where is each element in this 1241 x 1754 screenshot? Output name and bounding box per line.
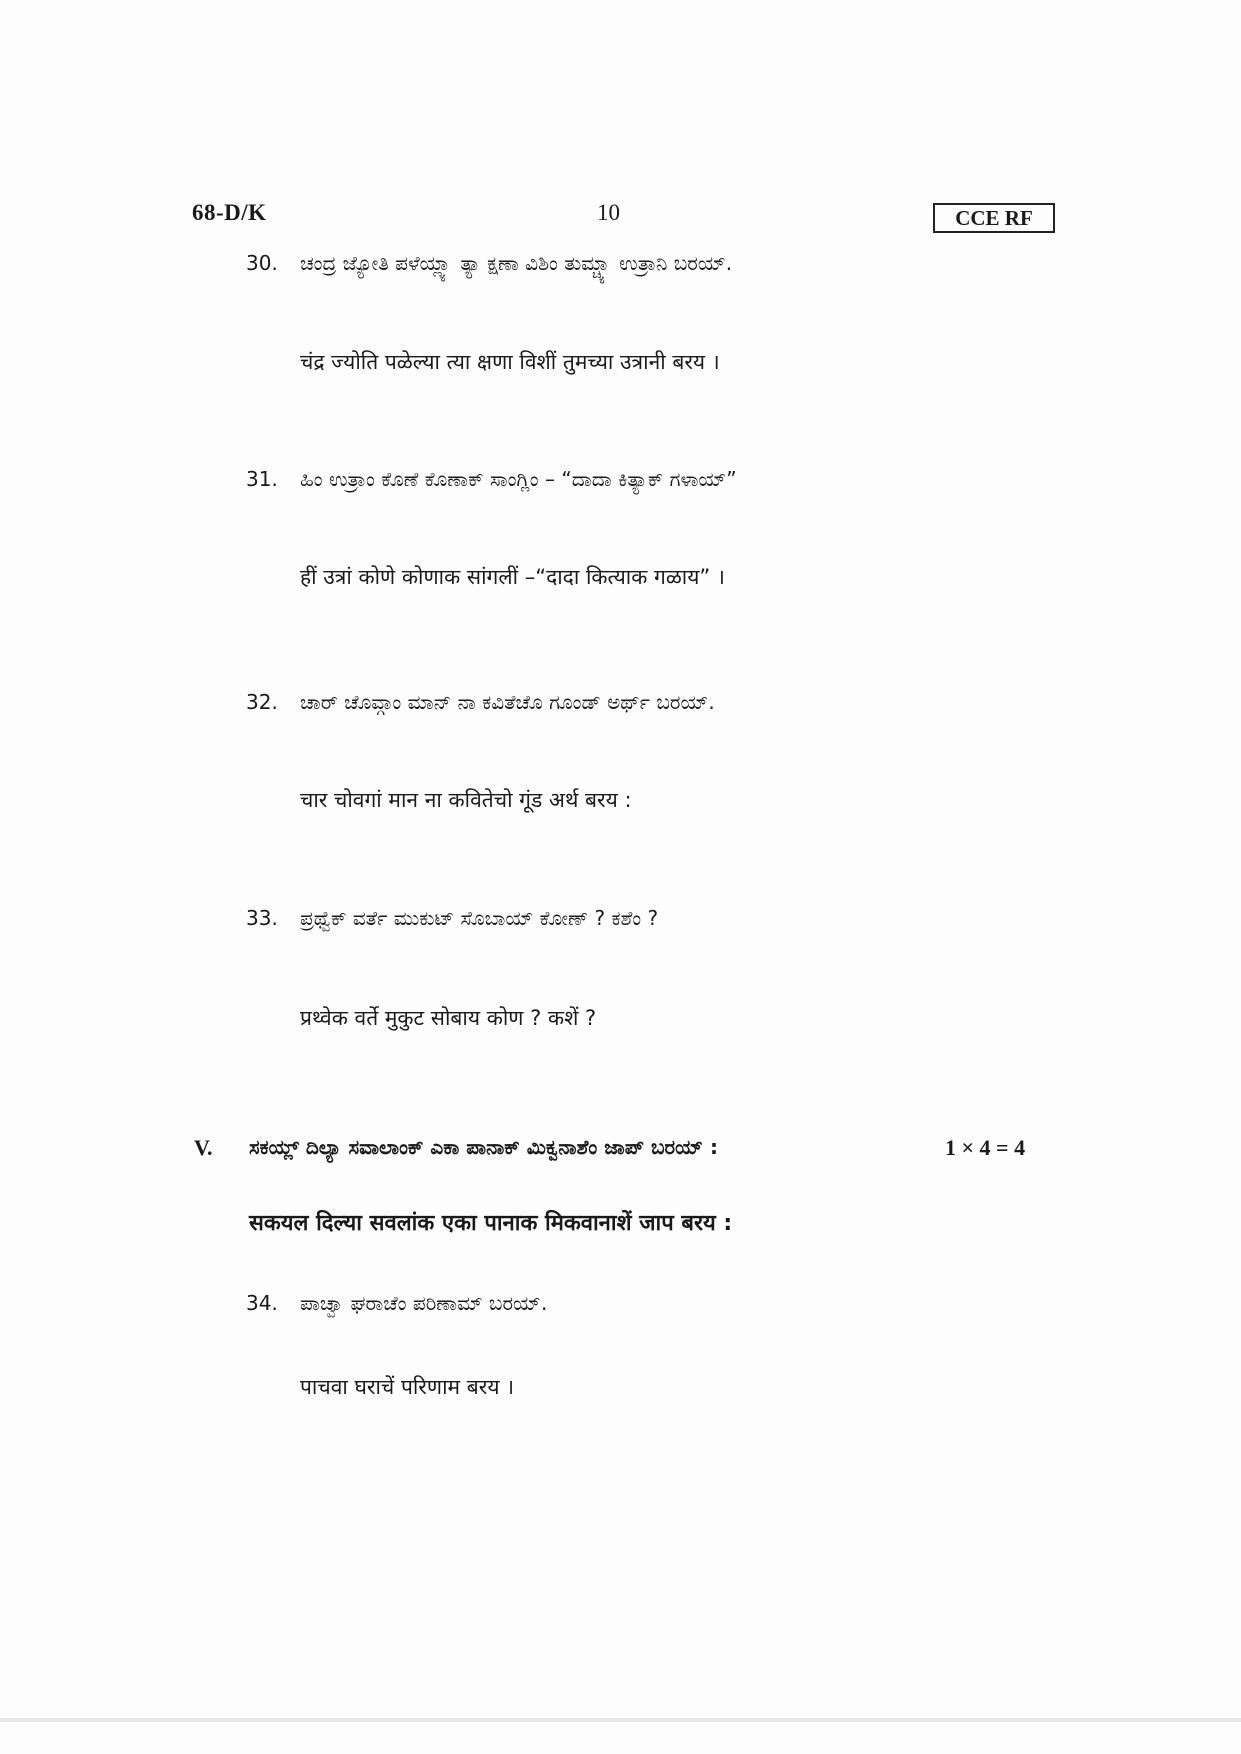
question-kannada: ಚಂದ್ರ ಜ್ಯೋತಿ ಪಳೆಯ್ಲ್ಯಾ ತ್ಯಾ ಕ್ಷಣಾ ವಿಶಿಂ ತುಮ್ಚ್ಯಾ ಉತ್ರಾನಿ ಬರಯ್. (300, 251, 733, 275)
section-number: V. (194, 1135, 213, 1160)
question-devanagari: हीं उत्रां कोणे कोणाक सांगलीं –“दादा कित्याक गळाय” । (300, 565, 725, 589)
question-kannada: ಪ್ರಥ್ವೆಕ್ ವರ್ತೆ ಮುಕುಟ್ ಸೊಬಾಯ್ ಕೋಣ್ ? ಕಶೆಂ ? (300, 906, 659, 930)
question-number: 30. (246, 251, 278, 275)
section-instruction-kannada: ಸಕಯ್ಲ್ ದಿಲ್ಯಾ ಸವಾಲಾಂಕ್ ಎಕಾ ಪಾನಾಕ್ ಮಿಕ್ವನಾಶೆಂ ಜಾಪ್ ಬರಯ್ : (249, 1135, 718, 1159)
scan-edge-line (0, 1718, 1241, 1722)
section-marks: 1 × 4 = 4 (945, 1135, 1026, 1160)
paper-code: 68-D/K (192, 200, 267, 225)
question-number: 31. (246, 467, 278, 491)
question-devanagari: चंद्र ज्योति पळेल्या त्या क्षणा विशीं तुमच्या उत्रानी बरय । (300, 350, 720, 374)
question-devanagari: पाचवा घराचें परिणाम बरय । (300, 1375, 515, 1399)
section-instruction-devanagari: सकयल दिल्या सवलांक एका पानाक मिकवानाशें जाप बरय : (249, 1211, 733, 1236)
question-number: 33. (246, 906, 278, 930)
cce-rf-tag: CCE RF (933, 203, 1055, 233)
question-devanagari: प्रथ्वेक वर्ते मुकुट सोबाय कोण ? कशें ? (300, 1006, 597, 1030)
question-kannada: ಪಾಚ್ವಾ ಘರಾಚೆಂ ಪರಿಣಾಮ್ ಬರಯ್. (300, 1291, 548, 1315)
question-devanagari: चार चोवगां मान ना कवितेचो गूंड अर्थ बरय : (300, 788, 632, 812)
question-kannada: ಚಾರ್ ಚೊವ್ಗಾಂ ಮಾನ್ ನಾ ಕವಿತೆಚೊ ಗೂಂಡ್ ಅರ್ಥ್ ಬರಯ್. (300, 690, 715, 714)
page-number: 10 (597, 200, 620, 225)
question-kannada: ಹಿಂ ಉತ್ರಾಂ ಕೊಣೆ ಕೊಣಾಕ್ ಸಾಂಗ್ಲಿಂ – “ದಾದಾ ಕಿತ್ಯಾಕ್ ಗಳಾಯ್” (300, 467, 737, 491)
question-number: 32. (246, 690, 278, 714)
question-number: 34. (246, 1291, 278, 1315)
